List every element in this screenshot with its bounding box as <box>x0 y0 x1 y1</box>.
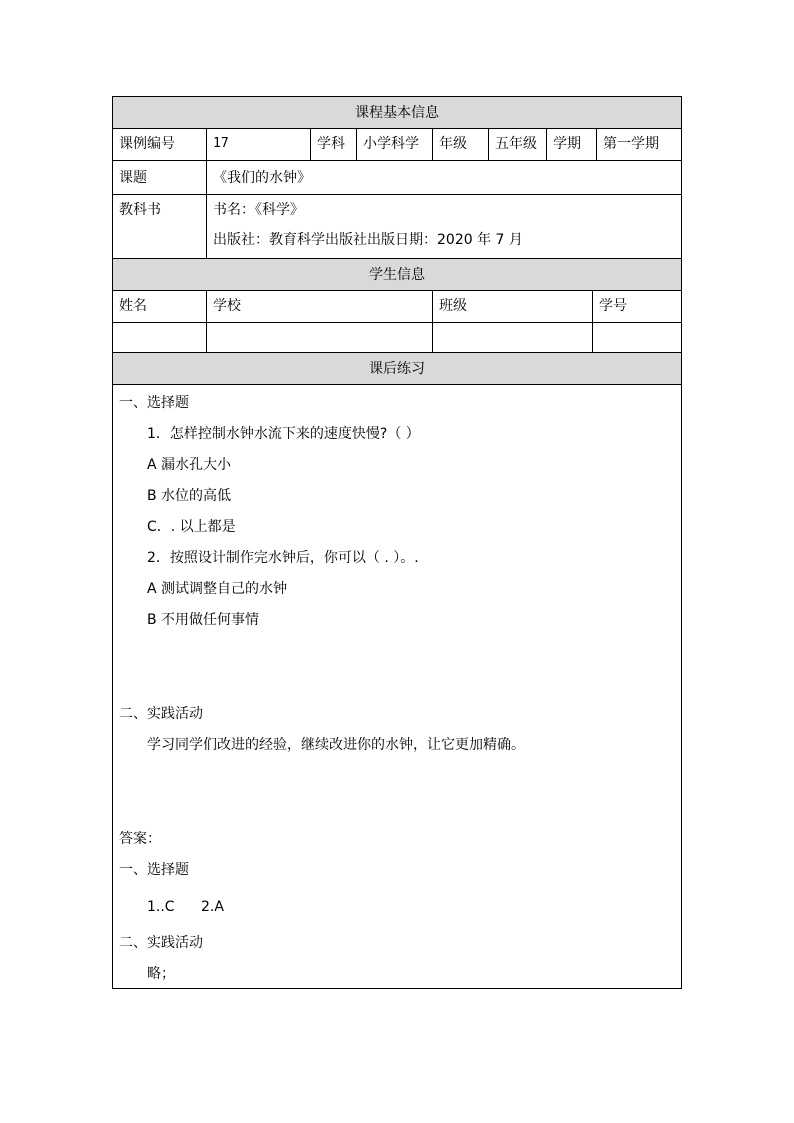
lesson-no-label: 课例编号 <box>113 129 207 161</box>
answer-2: 2.A <box>201 899 224 915</box>
question-1-option-b: B 水位的高低 <box>147 488 232 504</box>
section2-title: 二、实践活动 <box>119 706 203 722</box>
activity-text: 学习同学们改进的经验，继续改进你的水钟，让它更加精确。 <box>147 737 525 753</box>
answer-section2-title: 二、实践活动 <box>119 935 203 951</box>
course-info-table <box>112 96 682 989</box>
textbook-value <box>207 195 681 259</box>
name-field[interactable] <box>113 323 207 353</box>
school-field[interactable] <box>207 323 433 353</box>
grade-value: 五年级 <box>489 129 547 161</box>
term-value: 第一学期 <box>597 129 681 161</box>
subject-value: 小学科学 <box>357 129 433 161</box>
section1-title: 一、选择题 <box>119 395 189 411</box>
textbook-label: 教科书 <box>113 195 207 259</box>
question-2: 2．按照设计制作完水钟后，你可以（ . ）。. <box>147 550 419 566</box>
publisher-line: 出版社：教育科学出版社出版日期：2020 年 7 月 <box>213 232 523 248</box>
topic-label: 课题 <box>113 161 207 195</box>
question-2-option-b: B 不用做任何事情 <box>147 612 260 628</box>
answer-1: 1..C <box>147 899 175 915</box>
term-label: 学期 <box>547 129 597 161</box>
answer-activity: 略； <box>147 966 175 982</box>
class-field[interactable] <box>433 323 593 353</box>
exercise-header: 课后练习 <box>113 353 681 385</box>
question-2-option-a: A 测试调整自己的水钟 <box>147 581 288 597</box>
class-label: 班级 <box>433 291 593 323</box>
lesson-no-value: 17 <box>207 129 311 161</box>
subject-label: 学科 <box>311 129 357 161</box>
school-label: 学校 <box>207 291 433 323</box>
student-info-header: 学生信息 <box>113 259 681 291</box>
question-1-option-c: C．. 以上都是 <box>147 519 236 535</box>
basic-info-header: 课程基本信息 <box>113 97 681 129</box>
book-name: 书名：《科学》 <box>213 202 304 218</box>
id-field[interactable] <box>593 323 681 353</box>
answer-section1-title: 一、选择题 <box>119 862 189 878</box>
answer-title: 答案： <box>119 831 161 847</box>
topic-value: 《我们的水钟》 <box>207 161 681 195</box>
grade-label: 年级 <box>433 129 489 161</box>
question-1: 1．怎样控制水钟水流下来的速度快慢?（ ） <box>147 426 420 442</box>
name-label: 姓名 <box>113 291 207 323</box>
question-1-option-a: A 漏水孔大小 <box>147 457 232 473</box>
id-label: 学号 <box>593 291 681 323</box>
